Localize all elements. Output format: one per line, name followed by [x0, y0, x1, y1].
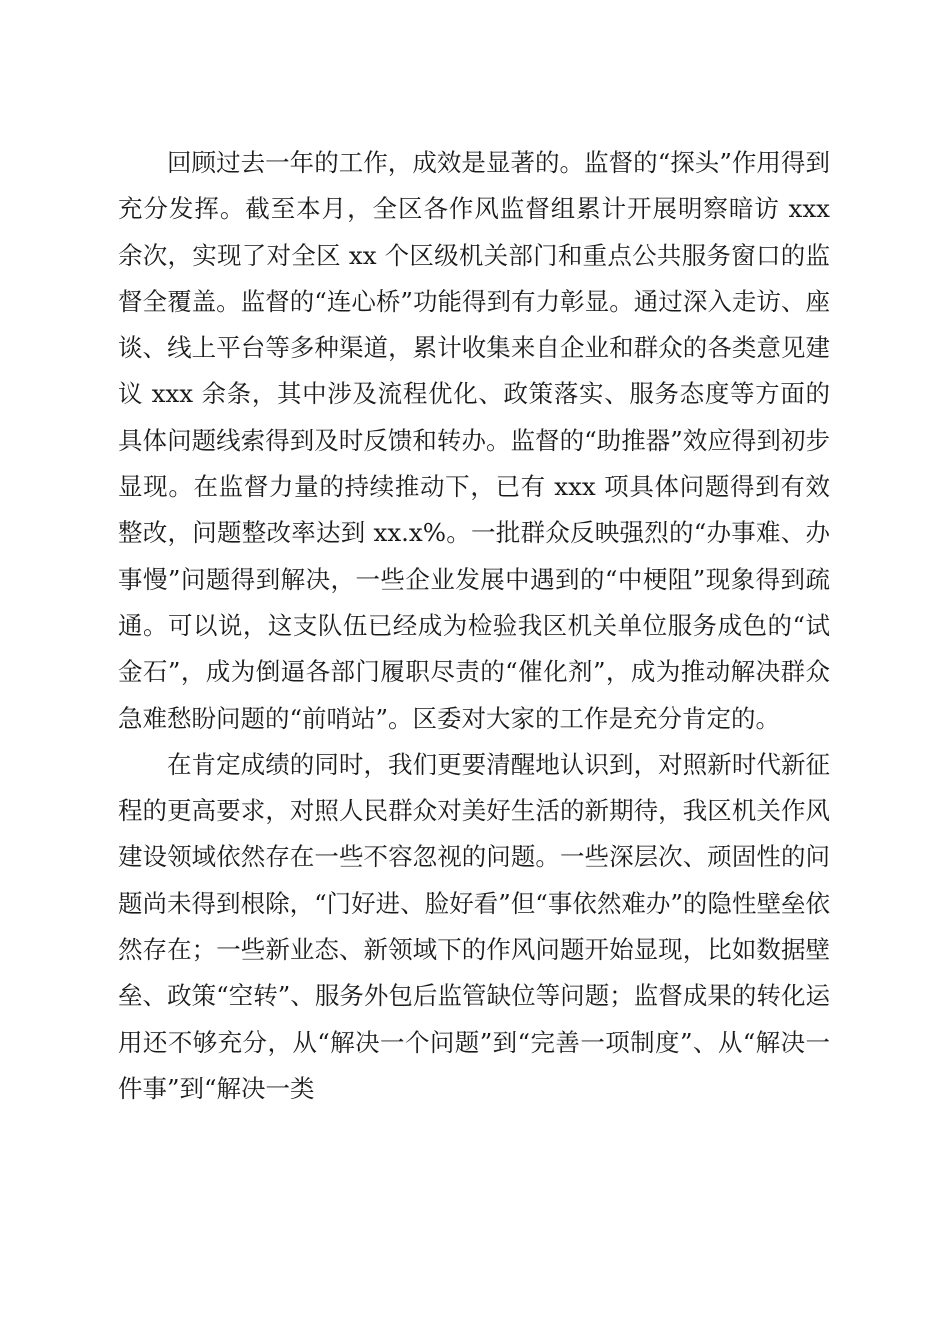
paragraph-achievements: 回顾过去一年的工作，成效是显著的。监督的“探头”作用得到充分发挥。截至本月，全区各作风监督组累计开展明察暗访 xxx 余次，实现了对全区 xx 个区级机关部门和重点公共服务窗口的监督全覆盖。监督的“连心桥”功能得到有力彰显。通过深入走访、座谈、线上平台等多种渠道，累计收集来自企业和群众的各类意见建议 xxx 余条，其中涉及流程优化、政策落实、服务态度等方面的具体问题线索得到及时反馈和转办。监督的“助推器”效应得到初步显现。在监督力量的持续推动下，已有 xxx 项具体问题得到有效整改，问题整改率达到 xx.x%。一批群众反映强烈的“办事难、办事慢”问题得到解决，一些企业发展中遇到的“中梗阻”现象得到疏通。可以说，这支队伍已经成为检验我区机关单位服务成色的“试金石”，成为倒逼各部门履职尽责的“催化剂”，成为推动解决群众急难愁盼问题的“前哨站”。区委对大家的工作是充分肯定的。: [118, 148, 830, 733]
document-body: [118, 140, 830, 1112]
paragraph-problems: 在肯定成绩的同时，我们更要清醒地认识到，对照新时代新征程的更高要求，对照人民群众对美好生活的新期待，我区机关作风建设领域依然存在一些不容忽视的问题。一些深层次、顽固性的问题尚未得到根除，“门好进、脸好看”但“事依然难办”的隐性壁垒依然存在；一些新业态、新领域下的作风问题开始显现，比如数据壁垒、政策“空转”、服务外包后监管缺位等问题；监督成果的转化运用还不够充分，从“解决一个问题”到“完善一项制度”、从“解决一件事”到“解决一类: [118, 749, 830, 1103]
